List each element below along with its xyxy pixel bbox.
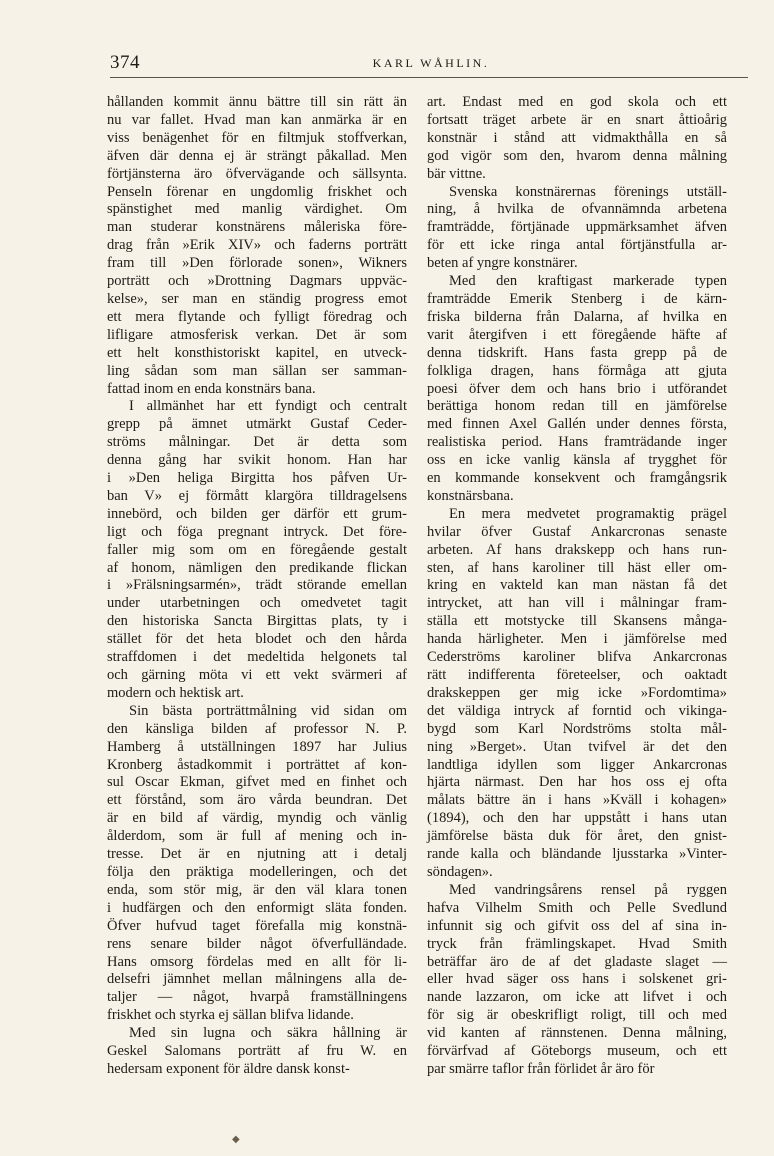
text-line: är en bild af värdig, myndig och vänlig [107, 810, 407, 827]
text-line: konstnärsbana. [427, 487, 514, 504]
text-line: Sin bästa porträttmålning vid sidan om [129, 702, 407, 719]
text-line: lifligare atmosferisk verkan. Det är som [107, 326, 407, 343]
text-line: straffdomen i det medeltida helgonets tal [107, 649, 407, 666]
text-line: art. Endast med en god skola och ett [427, 94, 727, 110]
text-line: ålderdom, som är full af mening och in- [107, 828, 407, 845]
text-line: det väldiga intryck af forntid och vikinga- [427, 702, 727, 719]
text-line: framträdde Emerik Stenberg i de kärn- [427, 290, 727, 307]
left-column [107, 94, 407, 1079]
text-line: framträdde, förtjänade uppmärksamhet äfven [427, 219, 727, 236]
text-line: beten af yngre konstnärer. [427, 255, 578, 272]
text-line: kelse», ser man en ständig progress emot [107, 290, 407, 307]
text-line: friskhet och styrka ej sällan blifva lidande. [107, 1007, 354, 1024]
text-line: god vigör som den, hvarom denna målning [427, 147, 727, 164]
text-line: ning »Berget». Utan tvifvel är det den [427, 738, 727, 755]
text-line: följa den präktiga modelleringen, och det [107, 863, 407, 880]
page-number: 374 [110, 52, 140, 73]
text-line: spänstighet med manlig värdighet. Om [107, 201, 407, 218]
text-line: i »Frälsningsarmén», trädt störande emellan [107, 577, 407, 594]
text-line: bär vittne. [427, 165, 486, 182]
text-line: eller hvad säger oss hans i solskenet gri- [427, 971, 727, 988]
text-line: modern och hektisk art. [107, 684, 244, 701]
text-line: delsefri jämnhet mellan målningens alla de- [107, 971, 407, 988]
text-line: Med vandringsårens rensel på ryggen [449, 881, 727, 898]
text-line: målats bättre än i hans »Kväll i kohagen» [427, 792, 727, 809]
text-line: enda, som stör mig, är den väl klara tonen [107, 881, 407, 898]
text-line: kring en vakteld kan man nästan få det [427, 577, 727, 594]
text-line: tryck från främlingskapet. Hvad Smith [427, 935, 727, 952]
paragraph [107, 1025, 407, 1079]
text-line: porträtt och »Drottning Dagmars uppväc- [107, 273, 407, 290]
text-line: hedersam exponent för äldre dansk konst- [107, 1060, 350, 1077]
text-line: drakskeppen ger mig icke »Fordomtima» [427, 684, 727, 701]
text-line: En mera medvetet programaktig prägel [449, 505, 727, 522]
text-line: ning, å hvilka de ofvannämnda arbetena [427, 201, 727, 218]
text-line: den historiska Sancta Birgittas plats, ty i [107, 613, 407, 630]
text-line: af honom, nämligen den predikande flickan [107, 559, 407, 576]
text-line: Cederströms karoliner blifva Ankarcronas [427, 649, 727, 666]
text-line: förvärfvad af Göteborgs museum, och ett [427, 1043, 727, 1060]
text-line: grepp på ämnet utmärkt Gustaf Ceder- [107, 416, 407, 433]
text-line: Hans omsorg fördelas med en allt för li- [107, 953, 407, 970]
text-line: drag från »Erik XIV» och faderns porträtt [107, 237, 407, 254]
text-line: tresse. Det är en njutning att i detalj [107, 846, 407, 863]
header-rule [110, 77, 748, 78]
text-line: rens senare bilder något öfverfulländade. [107, 935, 407, 952]
text-line: och gärning möta vi ett vekt svärmeri af [107, 667, 407, 683]
text-line: man studerar konstnärens måleriska före- [107, 219, 407, 236]
paragraph [107, 703, 407, 1025]
text-line: sten, af hans karoliner till häst eller om- [427, 559, 727, 576]
text-line: Geskel Salomans porträtt af fru W. en [107, 1043, 407, 1060]
text-line: bygd som Karl Nordströms stolta mål- [427, 720, 727, 737]
text-line: ett förstånd, som äro vårda beundran. Det [107, 792, 407, 809]
text-line: söndagen». [427, 863, 493, 880]
text-line: nu var fallet. Hvad man kan anmärka är en [107, 111, 407, 128]
text-line: Med den kraftigast markerade typen [449, 273, 727, 290]
text-line: ett mera flytande och fylligt föredrag och [107, 308, 407, 325]
text-line: innebörd, och bilden ger därför ett grum- [107, 505, 407, 522]
text-line: hållanden kommit ännu bättre till sin rätt än [107, 94, 407, 110]
paragraph [107, 398, 407, 702]
text-line: konstnär i stånd att vidmakthålla en så [427, 129, 727, 146]
text-line: poesi öfver dem och hans brio i utförandet [427, 380, 727, 397]
text-line: friska bilderna från Dalarna, af hvilka en [427, 308, 727, 325]
text-line: sul Oscar Ekman, gifvet med en finhet och [107, 774, 407, 791]
text-line: jämförelse bästa duk för året, den gnist- [427, 828, 727, 845]
text-line: taljer — något, hvarpå framställningens [107, 989, 407, 1006]
text-line: Kronberg åstadkommit i porträttet af kon- [107, 756, 407, 773]
text-line: Med sin lugna och säkra hållning är [129, 1025, 407, 1042]
text-line: infunnit sig och gifvit oss del af sina in- [427, 917, 727, 934]
text-line: rätt indifferenta företeelser, och oaktadt [427, 667, 727, 683]
text-line: för sig är obeskrifligt roligt, till och med [427, 1007, 727, 1024]
text-line: realistiska period. Hans framträdande inger [427, 434, 727, 451]
right-column [427, 94, 727, 1079]
text-line: ströms målningar. Det är detta som [107, 434, 407, 451]
paragraph [427, 882, 727, 1079]
text-line: folkliga dragen, hans förmåga att gjuta [427, 362, 727, 379]
text-line: denna tidskrift. Hans fasta grepp på de [427, 344, 727, 361]
text-line: arbeten. Af hans drakskepp och hans run- [427, 541, 727, 558]
text-line: viss benägenhet för en filtmjuk stoffverkan, [107, 129, 407, 146]
text-line: stället för det heta blodet och den hårda [107, 631, 407, 648]
printer-mark: ◆ [232, 1134, 240, 1145]
text-line: faller mig som om en föregående gestalt [107, 541, 407, 558]
text-line: ling sådan som man sällan ser samman- [107, 362, 407, 379]
text-line: intrycket, att han vill i målningar fram- [427, 595, 727, 612]
text-line: med finnen Axel Gallén under dennes första, [427, 416, 727, 433]
text-line: ställa ett motstycke till Skansens många- [427, 613, 727, 630]
text-line: Öfver hufvud taget förefalla mig konstnä- [107, 917, 407, 934]
text-line: vid kanten af rännstenen. Denna målning, [427, 1025, 727, 1042]
text-line: nande lazzaron, om icke att lifvet i och [427, 989, 727, 1006]
text-line: en kommande konsekvent och framgångsrik [427, 470, 727, 487]
text-line: Hamberg å utställningen 1897 har Julius [107, 738, 407, 755]
text-line: Svenska konstnärernas förenings utställ- [449, 183, 727, 200]
text-line: fram till »Den förlorade sonen», Wikners [107, 255, 407, 272]
text-line: ett helt konsthistoriskt kapitel, en utveck- [107, 344, 407, 361]
text-line: fortsatt träget arbete är en snart åttioårig [427, 111, 727, 128]
text-line: den känsliga bilden af professor N. P. [107, 720, 407, 737]
text-line: varit återgifven i ett föregående häfte af [427, 326, 727, 343]
text-line: berättiga honom redan till en jämförelse [427, 398, 727, 415]
text-line: landtliga idyllen som ligger Ankarcronas [427, 756, 727, 773]
text-line: fattad inom en enda konstnärs bana. [107, 380, 316, 397]
text-line: I allmänhet har ett fyndigt och centralt [129, 398, 407, 415]
paragraph [427, 506, 727, 882]
text-line: par smärre taflor från förlidet år äro för [427, 1060, 655, 1077]
text-line: hafva Vilhelm Smith och Pelle Svedlund [427, 899, 727, 916]
text-line: handa härligheter. Men i jämförelse med [427, 631, 727, 648]
running-head: KARL WÅHLIN. [372, 56, 490, 70]
text-line: för ett icke ringa antal förtjänstfulla ar- [427, 237, 727, 254]
text-line: denna gång har svikit honom. Han har [107, 452, 407, 469]
page-header [110, 48, 752, 74]
text-line: i »Den heliga Birgitta hos påfven Ur- [107, 470, 407, 487]
text-line: beträffar äro de af det gladaste slaget — [427, 953, 727, 970]
text-line: rande kalla och bländande ljusstarka »Vinter- [427, 846, 727, 863]
text-line: förtjänsterna äro öfvervägande och sällsynta. [107, 165, 407, 182]
text-line: oss en icke vanlig känsla af trygghet för [427, 452, 727, 469]
text-line: hvilar öfver Gustaf Ankarcronas senaste [427, 523, 727, 540]
text-line: ligt och föga pregnant intryck. Det före- [107, 523, 407, 540]
text-line: i hudfärgen och den enformigt släta fonden. [107, 899, 407, 916]
text-line: hjärta närmast. Den har hos oss ej ofta [427, 774, 727, 791]
text-line: ban V» ej förmått klargöra tilldragelsens [107, 487, 407, 504]
paragraph [427, 184, 727, 274]
text-line: äfven där denna ej är strängt påkallad. Men [107, 147, 407, 164]
paragraph [427, 94, 727, 184]
text-line: (1894), och den har uppstått i hans utan [427, 810, 727, 827]
paragraph [427, 273, 727, 506]
text-line: Penseln förenar en ungdomlig friskhet och [107, 183, 407, 200]
text-line: under utarbetningen och omedvetet tagit [107, 595, 407, 612]
paragraph [107, 94, 407, 398]
